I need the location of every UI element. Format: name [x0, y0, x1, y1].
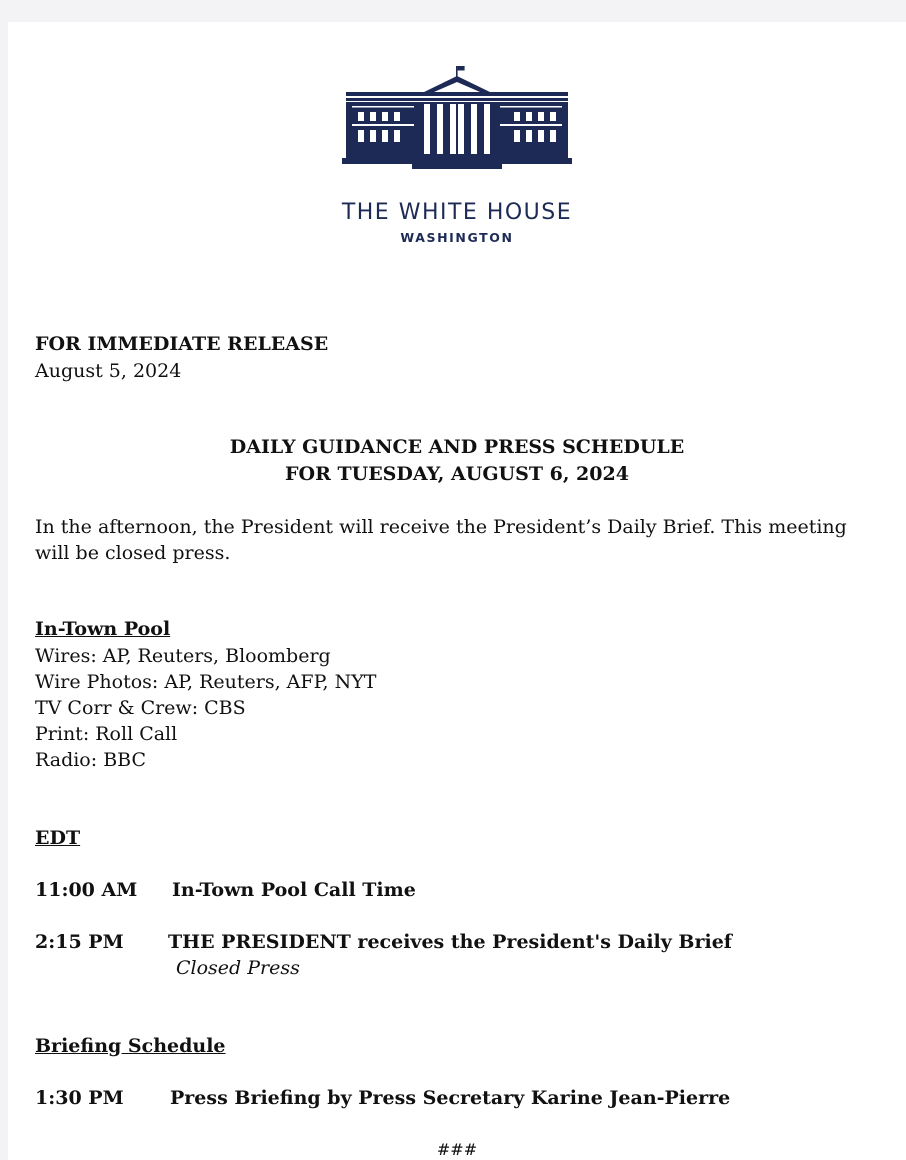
pool-item: TV Corr & Crew: CBS — [35, 697, 246, 719]
white-house-building-icon — [342, 62, 572, 172]
event-title: In-Town Pool Call Time — [172, 879, 416, 901]
briefing-heading: Briefing Schedule — [35, 1035, 226, 1057]
org-title: THE WHITE HOUSE — [341, 200, 573, 225]
briefing-title: Press Briefing by Press Secretary Karine Jean-Pierre — [170, 1087, 731, 1109]
pool-item: Wire Photos: AP, Reuters, AFP, NYT — [35, 671, 377, 693]
headline-line-2: FOR TUESDAY, AUGUST 6, 2024 — [285, 463, 629, 485]
schedule-heading: EDT — [35, 827, 81, 849]
pool-item: Radio: BBC — [35, 749, 147, 771]
release-label: FOR IMMEDIATE RELEASE — [35, 333, 329, 355]
pool-heading: In-Town Pool — [35, 618, 171, 640]
press-release-page — [8, 22, 906, 1160]
briefing-time: 1:30 PM — [35, 1087, 124, 1109]
release-date: August 5, 2024 — [35, 360, 182, 382]
event-time: 11:00 AM — [35, 879, 138, 901]
event-title: THE PRESIDENT receives the President's Daily Brief — [168, 931, 732, 953]
logo — [8, 62, 906, 172]
intro-paragraph: In the afternoon, the President will receive the President’s Daily Brief. This meeting will be closed press. — [35, 516, 847, 564]
end-mark: ### — [436, 1140, 478, 1159]
event-note: Closed Press — [176, 957, 300, 979]
pool-item: Print: Roll Call — [35, 723, 178, 745]
headline-line-1: DAILY GUIDANCE AND PRESS SCHEDULE — [229, 436, 685, 458]
pool-item: Wires: AP, Reuters, Bloomberg — [35, 645, 331, 667]
org-subtitle: WASHINGTON — [400, 230, 514, 245]
event-time: 2:15 PM — [35, 931, 124, 953]
